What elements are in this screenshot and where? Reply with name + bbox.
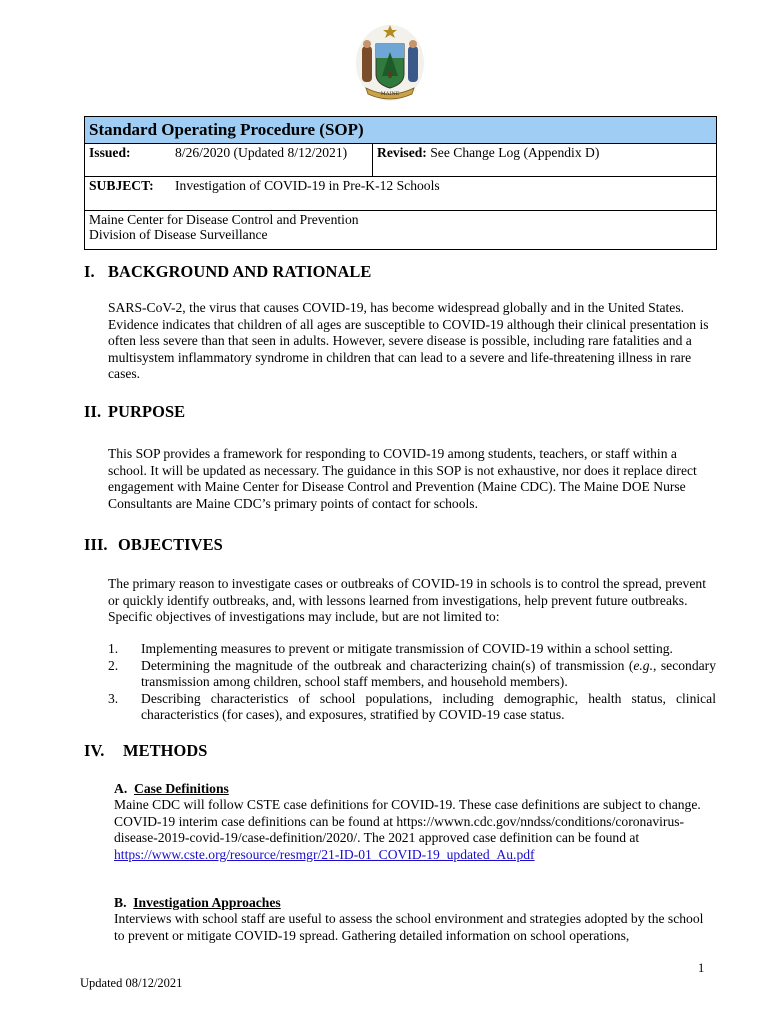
revised-label: Revised:: [377, 145, 427, 160]
heading-background: [84, 262, 371, 282]
sop-title: Standard Operating Procedure (SOP): [85, 117, 716, 144]
objectives-list: [108, 641, 716, 724]
heading-number: I.: [84, 262, 95, 281]
objectives-intro: The primary reason to investigate cases or outbreaks of COVID-19 in schools is to control the spread, prevent or quickly identify outbreaks, and, with lessons learned from investigations, help prevent future outbreaks. Specific objectives of investigations may include, but are not limited to:: [108, 576, 706, 624]
list-number: 1.: [108, 641, 119, 656]
subheading-letter: A.: [114, 781, 128, 796]
cste-link[interactable]: https://www.cste.org/resource/resmgr/21-ID-01_COVID-19_updated_Au.pdf: [114, 846, 535, 862]
list-item: [108, 691, 716, 724]
list-number: 3.: [108, 690, 119, 706]
subheading-text: Investigation Approaches: [133, 895, 281, 910]
organization-line-2: Division of Disease Surveillance: [89, 227, 268, 242]
page-number: 1: [698, 961, 705, 975]
list-text-italic: e.g.: [633, 657, 654, 673]
subheading-text: Case Definitions: [134, 781, 229, 796]
case-definitions-text: Maine CDC will follow CSTE case definitions for COVID-19. These case definitions are subject to change. COVID-19 interim case definitions can be found at https://wwwn.cdc.gov/nndss/conditions/coronavirus-disease-2019-covid-19/case-definition/2020/. The 2021 approved case definition can be found at: [114, 797, 701, 845]
heading-methods: [84, 741, 208, 761]
issued-row: [85, 144, 716, 177]
subject-row: [85, 177, 716, 211]
purpose-paragraph: This SOP provides a framework for responding to COVID-19 among students, teachers, or staff within a school. It will be updated as necessary. The guidance in this SOP is not exhaustive, nor does it replace direct engagement with Maine Center for Disease Control and Prevention (Maine CDC). The Maine DOE Nurse Consultants are Maine CDC’s primary points of contact for schools.: [108, 446, 697, 511]
list-text: Describing characteristics of school populations, including demographic, health status, clinical characteristics (for cases), and exposures, stratified by COVID-19 case status.: [141, 690, 716, 723]
subject-label: SUBJECT:: [89, 178, 154, 193]
list-text: Determining the magnitude of the outbreak and characterizing chain(s) of transmission (: [141, 657, 634, 673]
heading-number: III.: [84, 535, 108, 554]
heading-text: METHODS: [123, 741, 208, 760]
heading-text: BACKGROUND AND RATIONALE: [108, 262, 372, 281]
list-item: [108, 641, 716, 658]
subheading-letter: B.: [114, 895, 127, 910]
heading-objectives: [84, 535, 223, 555]
list-text: Implementing measures to prevent or mitigate transmission of COVID-19 within a school setting.: [141, 641, 673, 656]
list-text: , secondary transmission among children, school staff members, and household members).: [141, 657, 716, 690]
organization-line-1: Maine Center for Disease Control and Prevention: [89, 212, 359, 227]
heading-purpose: [84, 402, 185, 422]
footer-updated: Updated 08/12/2021: [80, 976, 183, 990]
heading-text: OBJECTIVES: [118, 535, 223, 554]
case-definitions-paragraph: [114, 797, 716, 863]
revised-cell: [373, 144, 716, 176]
investigation-approaches-paragraph: Interviews with school staff are useful to assess the school environment and strategies adopted by the school to prevent or mitigate COVID-19 spread. Gathering detailed information on school operations,: [114, 911, 704, 943]
maine-state-seal: [352, 22, 428, 104]
issued-value: 8/26/2020 (Updated 8/12/2021): [171, 144, 373, 176]
heading-text: PURPOSE: [108, 402, 186, 421]
list-number: 2.: [108, 657, 119, 673]
background-paragraph: SARS-CoV-2, the virus that causes COVID-19, has become widespread globally and in the United States. Evidence indicates that children of all ages are susceptible to COVID-19 although their clinical presentation is often less severe than that seen in adults. However, severe disease is possible, including rare fatalities and a multisystem inflammatory syndrome in children that can lead to a severe and life-threatening illness in rare cases.: [108, 300, 709, 381]
issued-label: Issued:: [89, 145, 131, 160]
heading-number: IV.: [84, 741, 105, 760]
heading-number: II.: [84, 402, 102, 421]
subheading-case-definitions: [114, 781, 229, 797]
sop-table: [84, 116, 717, 250]
list-item: [108, 658, 716, 691]
subheading-investigation-approaches: [114, 895, 281, 911]
subject-value: Investigation of COVID-19 in Pre-K-12 Schools: [175, 178, 440, 193]
organization-row: [85, 211, 716, 249]
svg-text:MAINE: MAINE: [380, 91, 400, 97]
revised-value: See Change Log (Appendix D): [426, 145, 600, 160]
